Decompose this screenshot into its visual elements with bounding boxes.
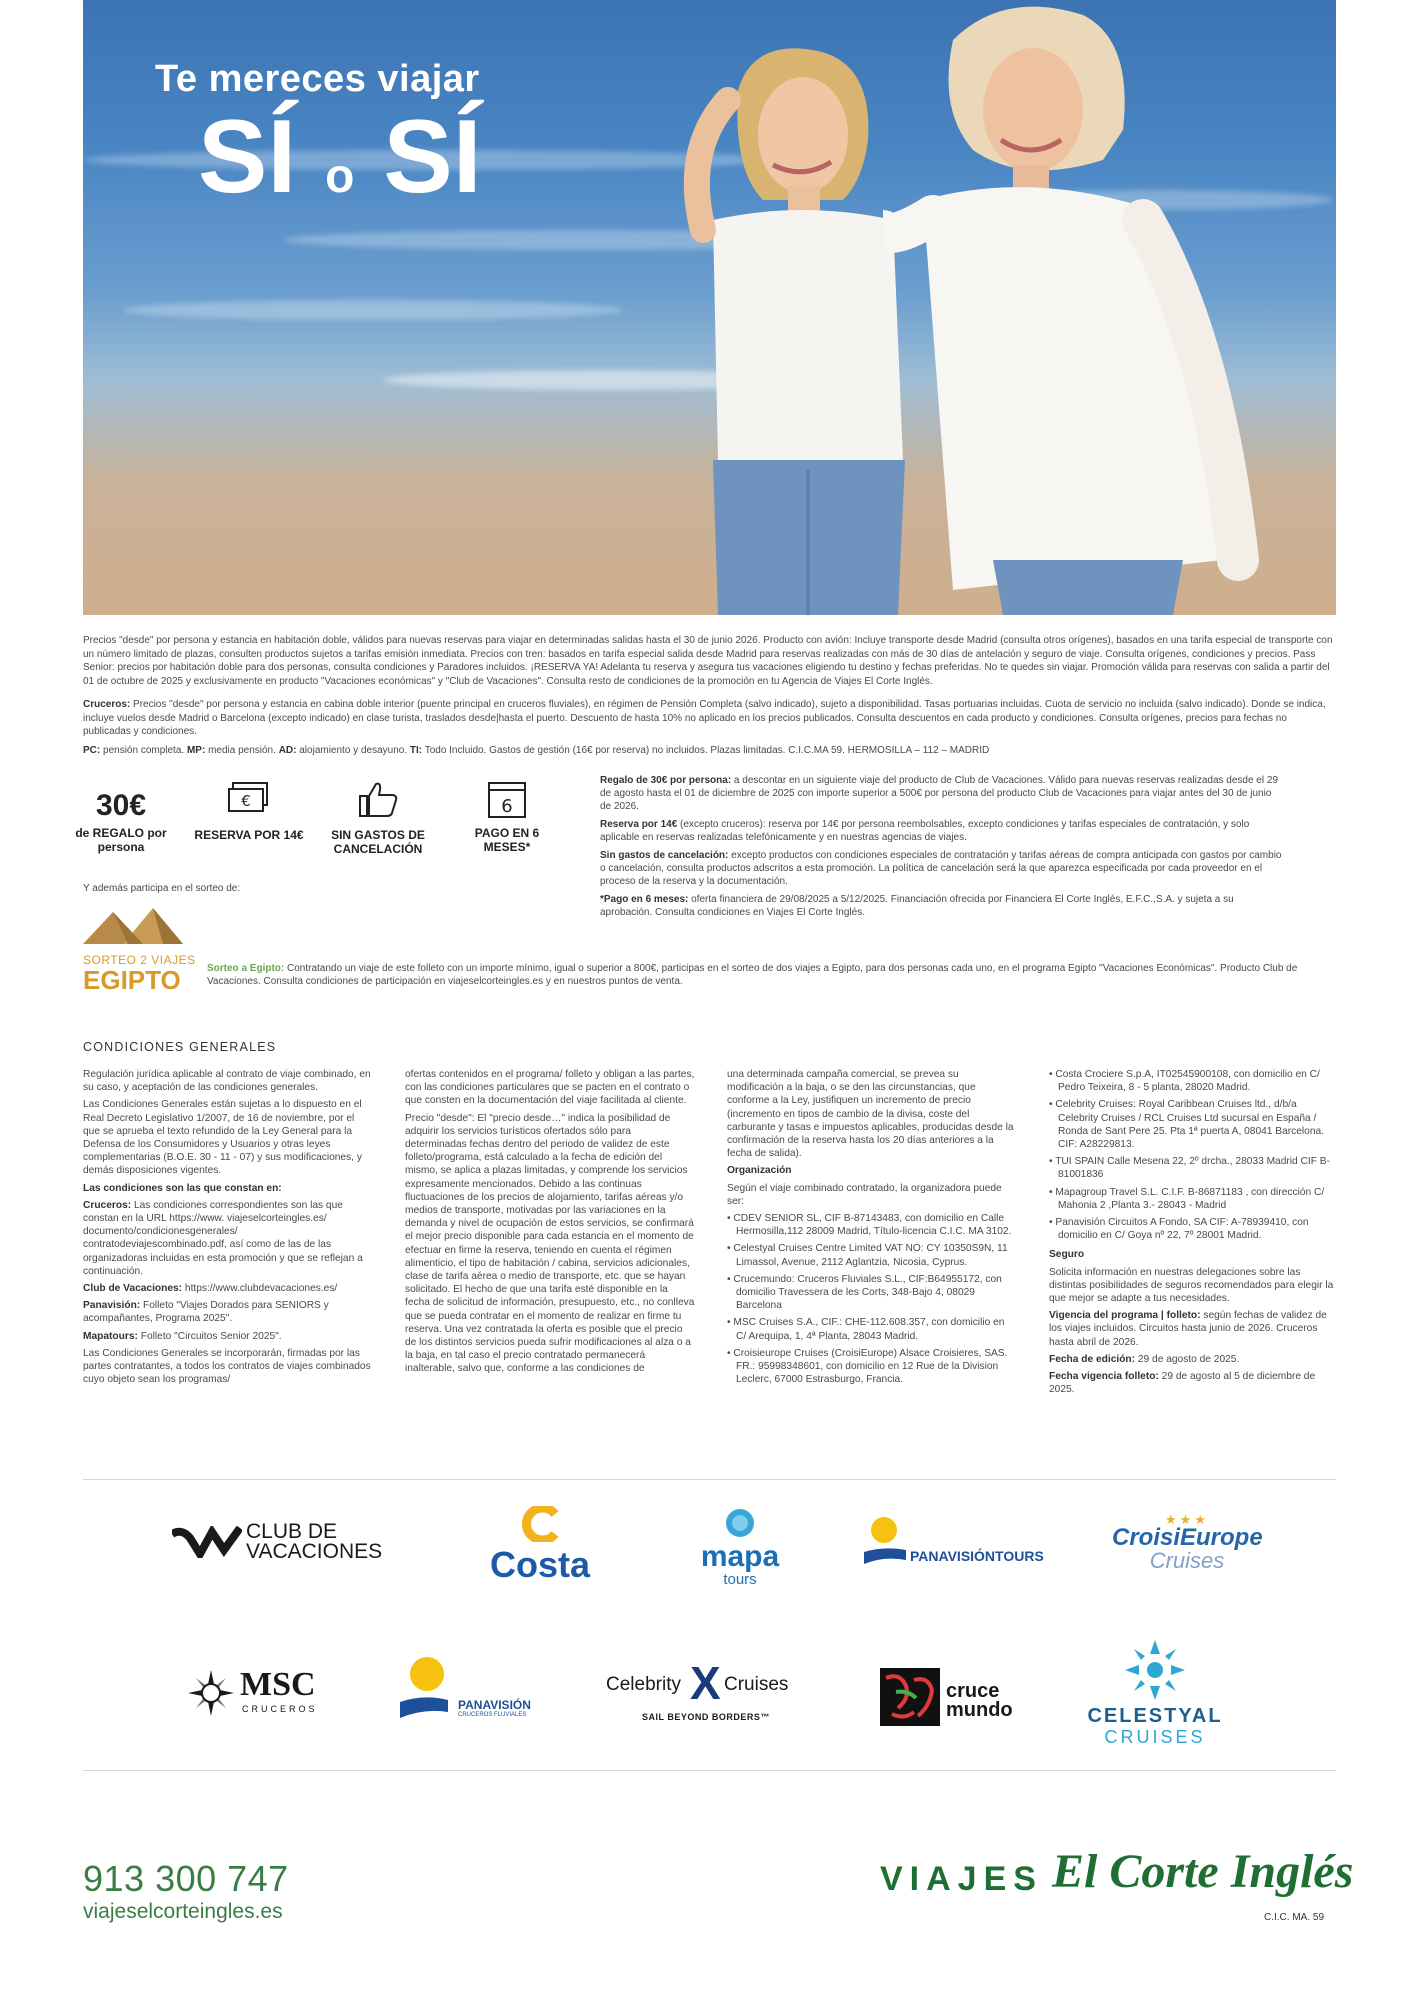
calendar-icon — [485, 778, 529, 820]
cond-mapatours — [83, 1330, 373, 1343]
list-item: • Costa Crociere S.p.A, IT02545900108, con domicilio en C/ Pedro Teixeira, 8 - 5 planta, 28020 Madrid. — [1049, 1069, 1320, 1094]
detail-reserva-title: Reserva por 14€ — [600, 819, 678, 830]
logo-costa — [480, 1506, 600, 1586]
code-ti: TI: — [409, 745, 423, 756]
cond-campana: una determinada campaña comercial, se prevea su modificación a la baja, o se den las circunstancias, que conforme a la Ley, justifiquen un incremento de precio (incremento en tipos de cambio de la divisa, coste del carburante y tasas e impuestos aplicables, producidas desde la confirmación de la reserva hasta los 20 días anteriores a la fecha de salida). — [727, 1069, 1014, 1160]
celestyal-logo-line2: CRUISES — [1104, 1727, 1206, 1747]
detail-cancelacion-title: Sin gastos de cancelación: — [600, 850, 729, 861]
mapa-logo-sub: tours — [723, 1571, 757, 1588]
cond-seguro-heading-text: Seguro — [1049, 1249, 1085, 1261]
cond-club — [83, 1282, 373, 1295]
hero-title-line2 — [198, 99, 482, 232]
brand-cic: C.I.C. MA. 59 — [1264, 1912, 1325, 1923]
cond-seguro: Solicita información en nuestras delegaciones sobre las distintas posibilidades de seguros recomendados para elegir la que mejor se adapte a tus necesidades. — [1049, 1266, 1334, 1305]
cond-panavision-text: Folleto "Viajes Dorados para SENIORS y acompañantes, Programa 2025". — [83, 1300, 329, 1325]
msc-logo-sub: CRUCEROS — [242, 1704, 318, 1714]
fine-print-board-codes — [83, 744, 1333, 758]
cond-cruceros-text: Las condiciones correspondientes son las que constan en la URL https://www. viajeselcorteingles.es/ documento/condicionesgenerales/ contratodeviajescombinado.pdf, así como de las de las organizadoras incluidas en esta promoción y que se reflejan a continuación. — [83, 1199, 363, 1277]
cond-vigencia — [1049, 1309, 1339, 1349]
list-item: • Crucemundo: Cruceros Fluviales S.L., CIF:B64955172, con domicilio Travessera de les Corts, 348-Bajo 4, 08029 Barcelona — [727, 1273, 1002, 1312]
benefit-pago — [452, 778, 562, 854]
sorteo-body: Contratando un viaje de este folleto con un importe mínimo, igual o superior a 800€, participas en el sorteo de dos viajes a Egipto, para dos personas cada uno, en el programa Egipto "Vacaciones Económicas". Producto Club de Vacaciones. Consulta condiciones de participación en viajeselcorteingles.es y en nuestros puntos de venta. — [207, 963, 1298, 987]
costa-c-icon — [517, 1506, 563, 1542]
detail-reserva — [600, 818, 1282, 844]
detail-reserva-text: (excepto cruceros): reserva por 14€ por persona reembolsables, excepto condiciones y tarifas especiales de contratación, y solo aplicable en reservas realizadas telefónicamente y en nuestras agencias de viajes. — [600, 819, 1250, 843]
panavision-tours-text: PANAVISIÓNTOURS — [910, 1548, 1044, 1564]
contact-phone[interactable]: 913 300 747 — [83, 1858, 289, 1899]
cond-regulacion: Regulación jurídica aplicable al contrato de viaje combinado, en su caso, y aceptación de las condiciones generales. — [83, 1069, 371, 1094]
logo-panavision — [400, 1656, 550, 1726]
hero-si-1: SÍ — [198, 99, 297, 215]
list-item: • Croisieurope Cruises (CroisiEurope) Alsace Croisieres, SAS. FR.: 95998348601, con domicilio en 12 Rue de la Division Leclerc, 67000 Estrasburgo, Francia. — [727, 1347, 1008, 1386]
cond-mapatours-text: Folleto "Circuitos Senior 2025". — [137, 1330, 282, 1342]
logo-celestyal — [1080, 1640, 1230, 1747]
panavision-sun-icon — [400, 1656, 448, 1720]
conditions-column-3 — [727, 1068, 1017, 1390]
club-wave-icon — [172, 1526, 242, 1558]
crucemundo-line1: cruce — [946, 1680, 1000, 1702]
thumbs-up-icon — [356, 780, 400, 818]
cond-club-label: Club de Vacaciones: — [83, 1283, 183, 1295]
cond-fecha-edicion-text: 29 de agosto de 2025. — [1135, 1353, 1240, 1365]
detail-regalo-text: a descontar en un siguiente viaje del producto de Club de Vacaciones. Válido para nuevas reservas realizadas desde el 29 de agosto hasta el 01 de diciembre de 2025 con importe superior a 500€ por persona del producto Club de Vacaciones para viajar antes del 30 de junio de 2026. — [600, 775, 1278, 812]
sea-wave — [123, 300, 623, 320]
sorteo-text — [207, 962, 1332, 988]
brand-logo-viajes-eci — [880, 1840, 1354, 1930]
brand-viajes-text: VIAJES — [880, 1860, 1043, 1898]
cond-constan-heading-text: Las condiciones son las que constan en: — [83, 1182, 282, 1194]
sorteo-badge-line1: SORTEO 2 VIAJES — [83, 953, 196, 967]
sorteo-egipto-badge — [83, 904, 203, 994]
benefit-pago-label: PAGO EN 6 MESES* — [474, 826, 540, 854]
cond-cruceros — [83, 1199, 373, 1278]
conditions-heading: CONDICIONES GENERALES — [83, 1040, 277, 1054]
detail-regalo — [600, 774, 1282, 813]
logo-celebrity-cruises — [606, 1657, 816, 1730]
costa-logo-text: Costa — [489, 1544, 591, 1585]
cond-panavision — [83, 1299, 373, 1325]
benefit-cancelacion-label: SIN GASTOS DE CANCELACIÓN — [331, 828, 425, 856]
logo-croisieurope — [1112, 1512, 1262, 1582]
detail-pago — [600, 893, 1282, 919]
detail-pago-text: oferta financiera de 29/08/2025 a 5/12/2025. Financiación ofrecida por Financiera El Corte Inglés, E.F.C.,S.A. y sujeta a su aprobación. Consulta condiciones en Viajes El Corte Inglés. — [600, 894, 1234, 918]
code-pc-text: pensión completa. — [100, 745, 187, 756]
logo-crucemundo — [880, 1668, 1030, 1728]
euro-bill-icon — [227, 780, 271, 818]
msc-logo-text: MSC — [240, 1666, 316, 1703]
divider — [83, 1770, 1336, 1771]
club-logo-line1: CLUB DE — [246, 1520, 338, 1543]
cond-seguro-heading — [1049, 1248, 1339, 1261]
code-ti-text: Todo Incluido. Gastos de gestión (16€ por reserva) no incluidos. Plazas limitadas. C.I.C.MA 59. HERMOSILLA – 112 – MADRID — [422, 745, 990, 756]
panavision-sun-icon — [864, 1516, 906, 1566]
brand-eci-text: El Corte Inglés — [1052, 1845, 1354, 1898]
fine-print-general: Precios "desde" por persona y estancia en habitación doble, válidos para nuevas reservas para viajar en determinadas salidas hasta el 30 de junio 2026. Producto con avión: Incluye transporte desde Madrid (consulta otros orígenes), basados en una tarifa especial de transporte con un número limitado de plazas, consulten productos sujetos a tarifas emisión inmediata. Precios con tren: basados en tarifa especial salida desde Madrid para reservas realizadas con más de 30 días de antelación y seguro de viaje. Consulta orígenes, condiciones y precios. Pass Senior: precios por habitación doble para dos personas, consulta condiciones y Paradores incluidos. ¡RESERVA YA! Adelanta tu reserva y asegura tus vacaciones eligiendo tu destino y fechas preferidas. No te quedes sin viajar. Promoción válida para reservas con salida a partir del 01 de octubre de 2025 y exclusivamente en producto "Vacaciones económicas" y "Club de Vacaciones". Consulta resto de condiciones de la promoción en tu Agencia de Viajes El Corte Inglés. — [83, 635, 1333, 687]
club-logo-text — [246, 1522, 382, 1562]
celebrity-x-icon: X — [690, 1657, 721, 1709]
cond-organizadora: Según el viaje combinado contratado, la organizadora puede ser: — [727, 1182, 1002, 1207]
list-item: • Celebrity Cruises: Royal Caribbean Cruises ltd., d/b/a Celebrity Cruises / RCL Cruises Ltd sucursal en España / Ronda de Sant Pere 25. Pta 1ª puerta A, 08041 Barcelona. CIF: A28229813. — [1049, 1099, 1325, 1151]
list-item: • Panavisión Circuitos A Fondo, SA CIF: A-78939410, con domicilio en C/ Goya nº 22, 7º 28001 Madrid. — [1049, 1217, 1309, 1242]
code-ad: AD: — [278, 745, 297, 756]
website-link[interactable]: viajeselcorteingles.es — [83, 1900, 283, 1923]
list-item: • TUI SPAIN Calle Mesena 22, 2º drcha., 28033 Madrid CIF B-81001836 — [1049, 1156, 1330, 1181]
sorteo-badge-line2: EGIPTO — [83, 965, 181, 995]
cond-constan-heading — [83, 1182, 373, 1195]
celestyal-sun-icon — [1125, 1640, 1185, 1700]
logo-mapa-tours — [690, 1508, 790, 1588]
list-item: • CDEV SENIOR SL, CIF B-87143483, con domicilio en Calle Hermosilla,112 28009 Madrid, Título-licencia C.I.C. MA 3102. — [727, 1213, 1012, 1238]
cond-fecha-vigencia-text: 29 de agosto al 5 de diciembre de 2025. — [1049, 1371, 1316, 1396]
conditions-column-1 — [83, 1068, 373, 1390]
hero-si-2: SÍ — [383, 99, 482, 215]
cond-fecha-edicion — [1049, 1353, 1339, 1366]
cond-fecha-vigencia-label: Fecha vigencia folleto: — [1049, 1371, 1159, 1383]
fine-print-cruceros — [83, 698, 1333, 739]
sorteo-intro: Y además participa en el sorteo de: — [83, 883, 241, 894]
code-ad-text: alojamiento y desayuno. — [296, 745, 410, 756]
calendar-icon-number: 6 — [501, 796, 513, 817]
logo-msc — [188, 1668, 338, 1718]
cond-club-link[interactable]: https://www.clubdevacaciones.es/ — [182, 1283, 338, 1295]
cond-incorporacion: Las Condiciones Generales se incorporarán, firmadas por las partes contratantes, a todos los contratos de viajes combinados cuyo objeto sean los programas/ — [83, 1347, 371, 1386]
list-item: • Celestyal Cruises Centre Limited VAT NO: CY 10350S9N, 11 Limassol, Avenue, 2112 Aglantzia, Nicosia, Cyprus. — [727, 1243, 1008, 1268]
cond-ofertas: ofertas contenidos en el programa/ folleto y obligan a las partes, con las condiciones particulares que se pacten en el contrato o que consten en la documentación del viaje facilitada al cliente. — [405, 1069, 695, 1107]
cond-cruceros-label: Cruceros: — [83, 1199, 132, 1211]
woman-right-photo — [883, 0, 1303, 615]
code-mp-text: media pensión. — [205, 745, 279, 756]
detail-cancelacion-text: excepto productos con condiciones especiales de contratación y tarifas aéreas de compra anticipada con gastos por cambio o cancelación, consulta productos adscritos a esta promoción. La política de cancelación será la que aparezca especificada por cada proveedor en el proceso de la reserva y la documentación. — [600, 850, 1282, 887]
cond-vigencia-label: Vigencia del programa | folleto: — [1049, 1310, 1201, 1322]
crucemundo-map-icon — [880, 1668, 940, 1726]
code-pc: PC: — [83, 745, 101, 756]
detail-regalo-title: Regalo de 30€ por persona: — [600, 775, 732, 786]
cond-organizacion-heading-text: Organización — [727, 1165, 792, 1177]
cond-rdl: Las Condiciones Generales están sujetas a lo dispuesto en el Real Decreto Legislativo 1/2007, de 16 de noviembre, por el que se aprueba el texto refundido de la Ley General para la Defensa de los Consumidores y Usuarios y otras leyes complementarias (B.O.E. 30 - 11 - 07) y sus modificaciones, y demás disposiciones vigentes. — [83, 1099, 362, 1177]
crucemundo-line2: mundo — [946, 1699, 1013, 1721]
cond-organizacion-heading — [727, 1164, 1017, 1177]
list-item: • Mapagroup Travel S.L. C.I.F. B-86871183 , con dirección C/ Mahonia 2 ,Planta 3.- 28043 - Madrid — [1049, 1186, 1325, 1211]
croisi-stars-icon: ★★★ — [1165, 1512, 1209, 1527]
detail-cancelacion — [600, 849, 1282, 888]
celebrity-logo-line1: Celebrity — [606, 1674, 681, 1695]
croisi-logo-line2: Cruises — [1149, 1548, 1225, 1573]
pyramids-icon — [83, 904, 193, 944]
code-mp: MP: — [186, 745, 206, 756]
celestyal-logo-line1: CELESTYAL — [1087, 1705, 1223, 1727]
list-item: • MSC Cruises S.A., CIF.: CHE-112.608.357, con domicilio en C/ Arequipa, 1, 4ª Planta, 28043 Madrid. — [727, 1317, 1005, 1342]
panavision-logo-sub: CRUCEROS FLUVIALES — [458, 1712, 527, 1718]
cond-precio-desde: Precio "desde": El "precio desde…" indica la posibilidad de adquirir los servicios turísticos ofertados sólo para determinadas fechas dentro del periodo de validez de este folleto/programa, está calculado a la fecha de edición del mismo, se aplica a plazas limitadas, y comprende los servicios expresamente mencionados. Debido a las continuas fluctuaciones de los precios de alojamiento, tarifas aéreas y/o medios de transporte, motivadas por las variaciones en la demanda y nivel de ocupación de estos servicios, se confirmará el mejor precio disponible para cada estancia en el momento de efectuar en firme la reserva, teniendo en cuenta el régimen alimenticio, el tipo de habitación / cabina, servicios adicionales, clase de tarifa aérea o medio de transporte, etc. que se hayan solicitado. El hecho de que una tarifa esté disponible en la fecha de solicitud de información, presupuesto, etc., no conlleva que se pueda contratar en el momento de realizar en firme tu reserva. Una vez contratada la oferta es posible que el precio de los distintos servicios pueda sufrir modificaciones al alza o a la baja, en tal caso el precio contratado permanecerá inalterable, salvo que, conforme a las condiciones de — [405, 1112, 695, 1375]
croisi-logo-line1: CroisiEurope — [1112, 1524, 1263, 1551]
cond-panavision-label: Panavisión: — [83, 1300, 141, 1312]
celebrity-logo-sub: SAIL BEYOND BORDERS™ — [642, 1712, 770, 1722]
cond-fecha-edicion-label: Fecha de edición: — [1049, 1353, 1136, 1365]
benefit-details — [600, 774, 1282, 919]
crucemundo-logo-text — [946, 1682, 1013, 1720]
panavision-logo-text: PANAVISIÓN — [458, 1698, 531, 1712]
celebrity-logo-line2: Cruises — [724, 1674, 789, 1695]
sorteo-title: Sorteo a Egipto: — [207, 963, 285, 974]
fine-print-cruceros-label: Cruceros: — [83, 699, 131, 710]
benefit-regalo-label: de REGALO por persona — [75, 826, 167, 854]
cond-fecha-vigencia — [1049, 1370, 1339, 1396]
conditions-column-2 — [405, 1068, 695, 1380]
logo-panavision-tours — [860, 1516, 1060, 1576]
cond-vigencia-text: según fechas de validez de los viajes incluidos. Circuitos hasta junio de 2026. Cruceros hasta abril de 2026. — [1049, 1310, 1327, 1348]
hero-o: o — [325, 150, 355, 203]
cond-mapatours-label: Mapatours: — [83, 1330, 138, 1342]
organizers-list — [727, 1212, 1017, 1386]
benefit-cancelacion — [323, 780, 433, 856]
benefit-regalo-amount: 30€ — [95, 789, 147, 822]
fine-print-cruceros-text: Precios "desde" por persona y estancia en cabina doble interior (puente principal en cruceros fluviales), en régimen de Pensión Completa (salvo indicado), sujeto a disponibilidad. Tasas portuarias incluidas. Cuota de servicio no incluida (salvo indicado). Donde se indica, incluye vuelos desde Madrid o Barcelona (excepto indicado) en clase turista, traslados desde|hasta el puerto. Descuento de hasta 10% no aplicado en los precios publicados. Consulta descuentos en cada producto y condiciones. Consulta orígenes, precios para fechas no publicadas y condiciones. — [83, 699, 1326, 737]
club-logo-line2: VACACIONES — [246, 1540, 383, 1563]
benefit-reserva — [194, 780, 304, 842]
divider — [83, 1479, 1336, 1480]
svg-text:€: € — [241, 792, 251, 810]
mapa-dot-icon — [723, 1508, 757, 1538]
benefit-regalo — [66, 786, 176, 854]
logo-club-de-vacaciones — [172, 1522, 402, 1562]
mapa-logo-text: mapa — [700, 1540, 780, 1573]
benefit-reserva-label: RESERVA POR 14€ — [194, 828, 304, 842]
hero-banner — [83, 0, 1336, 615]
conditions-column-4 — [1049, 1068, 1339, 1400]
msc-compass-icon — [188, 1670, 234, 1716]
detail-pago-title: *Pago en 6 meses: — [600, 894, 689, 905]
organizers-list-continued — [1049, 1068, 1339, 1242]
hero-title-line1: Te mereces viajar — [155, 58, 480, 100]
